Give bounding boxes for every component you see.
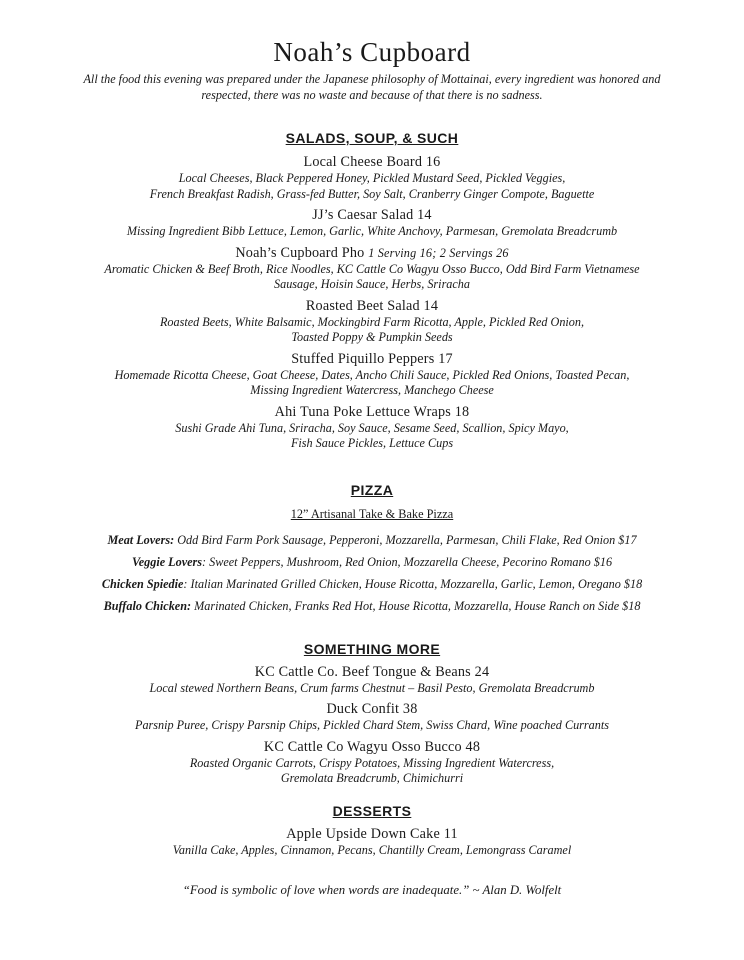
item-description [20,262,724,293]
desc-line: Local stewed Northern Beans, Crum farms Chestnut – Basil Pesto, Gremolata Breadcrumb [149,680,595,695]
menu-item [0,298,744,346]
menu-item [0,664,744,697]
item-title: Local Cheese Board 16 [303,154,441,170]
pizza-name: Chicken Spiedie [101,576,184,591]
item-name [0,154,744,171]
section-heading-desserts: DESSERTS [332,802,412,819]
pizza-item [0,551,744,573]
desc-line: French Breakfast Radish, Grass-fed Butter, Soy Salt, Cranberry Ginger Compote, Baguette [149,186,595,201]
desc-line: Sausage, Hoisin Sauce, Herbs, Sriracha [274,277,470,291]
item-name [0,701,744,718]
pizza-name: Meat Lovers: [107,532,175,547]
item-description [40,756,704,787]
section-heading-salads: SALADS, SOUP, & SUCH [285,130,459,146]
item-description [40,315,704,346]
desc-line: Vanilla Cake, Apples, Cinnamon, Pecans, Chantilly Cream, Lemongrass Caramel [172,842,572,857]
pizza-item [0,529,744,551]
section-heading-pizza: PIZZA [350,481,394,498]
desc-line: Homemade Ricotta Cheese, Goat Cheese, Dates, Ancho Chili Sauce, Pickled Red Onions, Toasted Pecan, [114,367,630,382]
desc-line: Parsnip Puree, Crispy Parsnip Chips, Pickled Chard Stem, Swiss Chard, Wine poached Currants [135,718,609,732]
menu-item [0,351,744,399]
desc-line: Roasted Organic Carrots, Crispy Potatoes, Missing Ingredient Watercress, [189,755,555,770]
desc-line: Fish Sauce Pickles, Lettuce Cups [290,436,454,450]
section-desserts [0,803,744,859]
desc-line: Toasted Poppy & Pumpkin Seeds [291,330,453,344]
item-description [40,171,704,202]
restaurant-title: Noah’s Cupboard [273,37,471,67]
menu-item [0,207,744,240]
pizza-description: Odd Bird Farm Pork Sausage, Pepperoni, Mozzarella, Parmesan, Chili Flake, Red Onion $17 [174,532,637,547]
item-price-note: 1 Serving 16; 2 Servings 26 [368,245,509,260]
menu-item [0,245,744,293]
menu-item [0,404,744,452]
item-title: JJ’s Caesar Salad 14 [312,207,432,223]
item-title: Stuffed Piquillo Peppers 17 [291,350,453,367]
item-description [20,368,724,399]
item-description [40,421,704,452]
pizza-description: : Sweet Peppers, Mushroom, Red Onion, Mozzarella Cheese, Pecorino Romano $16 [202,554,613,569]
menu-item [0,739,744,787]
desc-line: Local Cheeses, Black Peppered Honey, Pickled Mustard Seed, Pickled Veggies, [178,171,566,185]
menu-item [0,701,744,734]
item-description [40,718,704,734]
desc-line: Gremolata Breadcrumb, Chimichurri [280,771,464,785]
item-name [0,404,744,421]
item-title: Noah’s Cupboard Pho [235,244,365,261]
item-description [40,843,704,859]
item-name [0,298,744,315]
item-title: Roasted Beet Salad 14 [305,297,439,314]
item-title: KC Cattle Co. Beef Tongue & Beans 24 [254,663,490,680]
item-title: Ahi Tuna Poke Lettuce Wraps 18 [274,403,470,420]
pizza-list [0,529,744,617]
pizza-name: Buffalo Chicken: [103,598,192,613]
item-name [0,664,744,681]
closing-quote: “Food is symbolic of love when words are inadequate.” ~ Alan D. Wolfelt [182,883,562,897]
pizza-description: Marinated Chicken, Franks Red Hot, House Ricotta, Mozzarella, House Ranch on Side $18 [191,598,641,613]
item-title: Duck Confit 38 [326,701,418,717]
item-name [0,207,744,224]
item-description [40,224,704,240]
section-pizza [0,482,744,617]
intro-text: All the food this evening was prepared under the Japanese philosophy of Mottainai, every ingredient was honored and respected, there was no waste and because of that there is no sadness. [83,72,661,102]
item-name [0,826,744,843]
item-name [0,739,744,756]
item-title: KC Cattle Co Wagyu Osso Bucco 48 [263,738,481,755]
menu-item [0,826,744,859]
section-heading-more: SOMETHING MORE [303,640,441,657]
item-description [40,681,704,697]
section-salads [0,130,744,452]
pizza-description: : Italian Marinated Grilled Chicken, House Ricotta, Mozzarella, Garlic, Lemon, Oregano $18 [183,576,643,591]
item-name [0,245,744,262]
desc-line: Sushi Grade Ahi Tuna, Sriracha, Soy Sauce, Sesame Seed, Scallion, Spicy Mayo, [175,420,569,435]
desc-line: Missing Ingredient Watercress, Manchego Cheese [250,383,494,397]
pizza-item [0,595,744,617]
menu-item [0,154,744,202]
desc-line: Missing Ingredient Bibb Lettuce, Lemon, Garlic, White Anchovy, Parmesan, Gremolata Breadcrumb [126,224,618,238]
item-title: Apple Upside Down Cake 11 [286,825,458,842]
item-name [0,351,744,368]
pizza-item [0,573,744,595]
pizza-subheading: 12” Artisanal Take & Bake Pizza [290,506,454,521]
section-something-more [0,641,744,787]
desc-line: Aromatic Chicken & Beef Broth, Rice Noodles, KC Cattle Co Wagyu Osso Bucco, Odd Bird Farm Vietnamese [104,261,640,276]
desc-line: Roasted Beets, White Balsamic, Mockingbird Farm Ricotta, Apple, Pickled Red Onion, [159,314,585,329]
pizza-name: Veggie Lovers [131,554,203,569]
